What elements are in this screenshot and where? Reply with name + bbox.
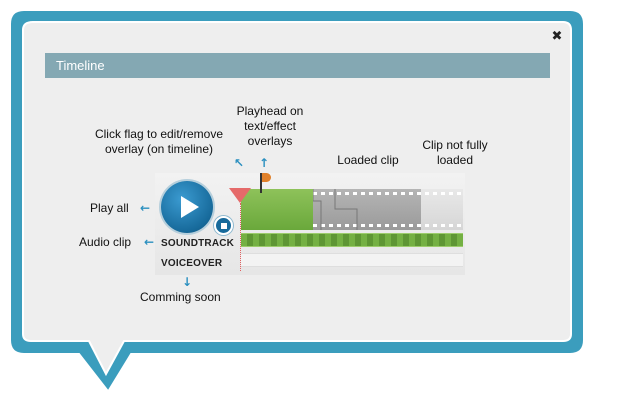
play-all-button[interactable] [161,181,213,233]
soundtrack-label: SOUNDTRACK [161,238,235,249]
clip-not-loaded-note: Clip not fully loaded [422,138,488,167]
dialog-header [45,53,550,78]
close-button[interactable]: ✖ [551,29,563,44]
playhead-marker[interactable] [229,188,251,203]
voiceover-label: VOICEOVER [161,258,223,269]
timeline-editor [155,173,465,275]
stop-icon [221,223,227,229]
playhead-line [240,203,241,271]
flag-note: Click flag to edit/remove overlay (on timeline) [94,127,224,156]
loaded-clip-segment[interactable] [241,189,313,230]
clip-step-lines [313,189,373,230]
arrow-left-icon: ← [144,235,155,249]
arrow-down-icon: ↓ [182,275,193,289]
play-all-note: Play all [90,201,129,215]
loaded-clip-note: Loaded clip [337,153,399,167]
overlay-flag-icon[interactable] [262,173,271,182]
dialog-title: Timeline [56,58,105,73]
playhead-note: Playhead on text/effect overlays [236,104,304,148]
voiceover-track [241,253,463,267]
stop-button[interactable] [214,216,233,235]
arrow-left-icon: ← [140,201,151,215]
arrow-nw-icon: ↖ [234,156,245,170]
soundtrack-audio-clip[interactable] [241,233,463,247]
arrow-up-icon: ↑ [259,156,270,170]
video-track [241,189,463,230]
audio-clip-note: Audio clip [79,235,132,249]
play-icon [181,196,199,218]
comming-soon-note: Comming soon [140,290,221,304]
